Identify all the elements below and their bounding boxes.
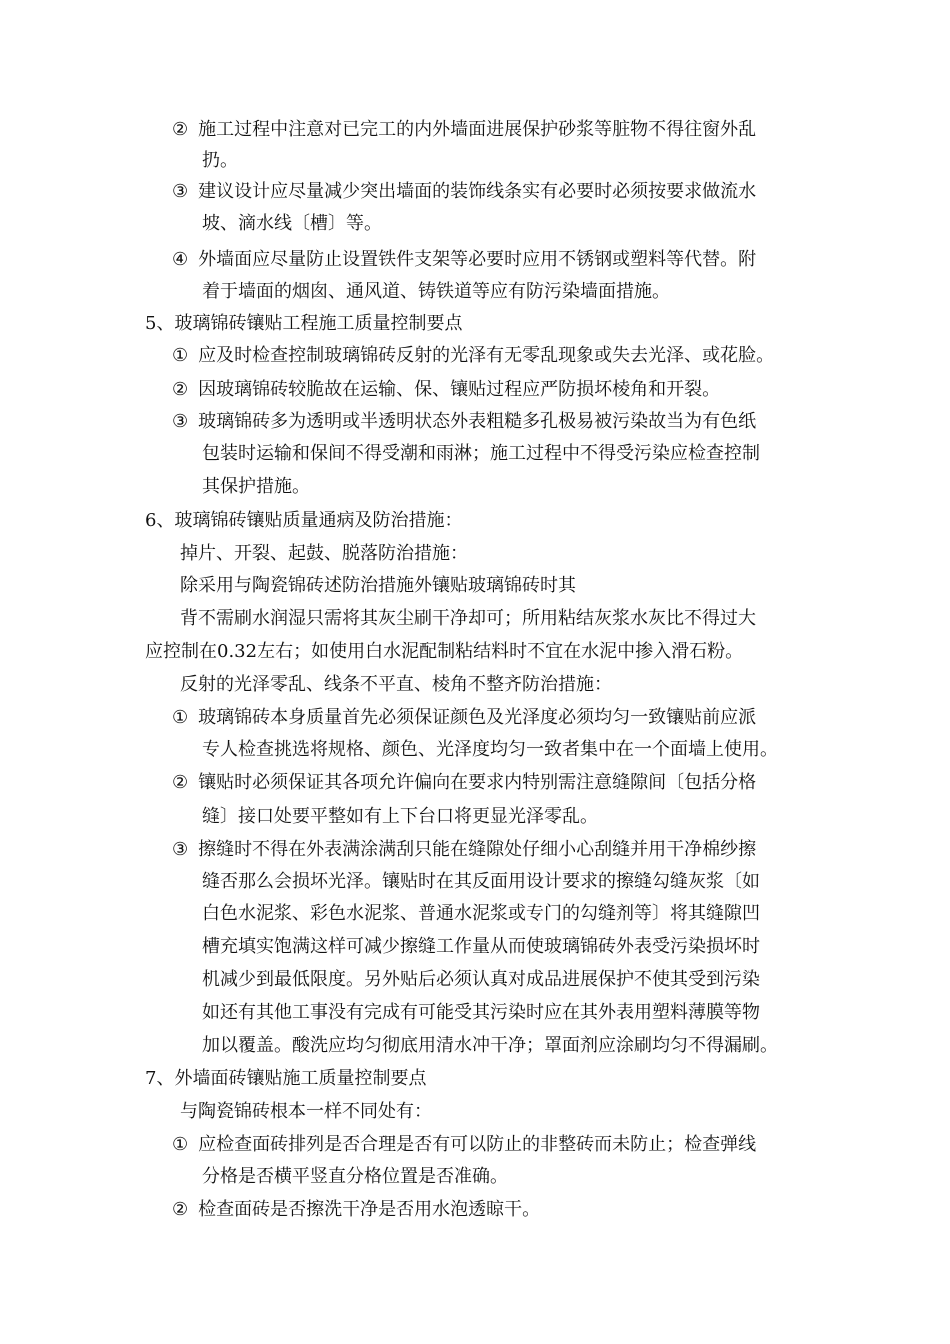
item-marker: ③ [172,181,189,202]
item-marker: ④ [172,249,189,270]
line-continuation: 机减少到最低限度。另外贴后必须认真对成品进展保护不使其受到污染 [202,969,760,990]
item-marker: ② [172,772,189,793]
line-continuation: 缝〕接口处要平整如有上下台口将更显光泽零乱。 [202,806,598,827]
section-heading: 6、玻璃锦砖镶贴质量通病及防治措施： [145,510,463,531]
line-continuation: 加以覆盖。酸洗应均匀彻底用清水冲干净；罩面剂应涂刷均匀不得漏刷。 [202,1035,778,1056]
line-continuation: 白色水泥浆、彩色水泥浆、普通水泥浆或专门的勾缝剂等〕将其缝隙凹 [202,903,760,924]
line-continuation: 专人检查挑选将规格、颜色、光泽度均匀一致者集中在一个面墙上使用。 [202,739,778,760]
line-text: 玻璃锦砖多为透明或半透明状态外表粗糙多孔极易被污染故当为有色纸 [198,411,757,432]
list-item [172,180,756,204]
paragraph-line: 除采用与陶瓷锦砖述防治措施外镶贴玻璃锦砖时其 [180,575,576,596]
item-marker: ① [172,1134,189,1155]
sub-heading: 反射的光泽零乱、线条不平直、棱角不整齐防治措施： [180,674,612,695]
line-text: 擦缝时不得在外表满涂满刮只能在缝隙处仔细小心刮缝并用干净棉纱擦 [198,839,757,860]
paragraph-line: 应控制在0.32左右；如使用白水泥配制粘结料时不宜在水泥中掺入滑石粉。 [145,641,744,662]
list-item [172,706,756,730]
item-marker: ③ [172,839,189,860]
line-continuation: 扔。 [202,150,238,171]
line-text: 镶贴时必须保证其各项允许偏向在要求内特别需注意缝隙间〔包括分格 [198,772,757,793]
line-text: 因玻璃锦砖较脆故在运输、保、镶贴过程应严防损坏棱角和开裂。 [198,379,721,400]
line-continuation: 槽充填实饱满这样可减少擦缝工作量从而使玻璃锦砖外表受污染损坏时 [202,936,760,957]
line-continuation: 包装时运输和保间不得受潮和雨淋；施工过程中不得受污染应检查控制 [202,443,760,464]
item-marker: ② [172,119,189,140]
line-text: 玻璃锦砖本身质量首先必须保证颜色及光泽度必须均匀一致镶贴前应派 [198,707,757,728]
line-continuation: 其保护措施。 [202,476,310,497]
list-item [172,771,756,795]
list-item [172,344,774,368]
line-continuation: 缝否那么会损坏光泽。镶贴时在其反面用设计要求的擦缝勾缝灰浆〔如 [202,871,760,892]
line-text: 应及时检查控制玻璃锦砖反射的光泽有无零乱现象或失去光泽、或花脸。 [198,345,775,366]
list-item [172,118,756,142]
line-continuation: 着于墙面的烟囱、通风道、铸铁道等应有防污染墙面措施。 [202,281,670,302]
sub-heading: 掉片、开裂、起鼓、脱落防治措施： [180,543,468,564]
sub-heading: 与陶瓷锦砖根本一样不同处有： [180,1101,432,1122]
item-marker: ③ [172,411,189,432]
item-marker: ② [172,1199,189,1220]
line-text: 外墙面应尽量防止设置铁件支架等必要时应用不锈钢或塑料等代替。附 [198,249,757,270]
item-marker: ① [172,707,189,728]
list-item [172,1198,540,1222]
list-item [172,248,756,272]
line-continuation: 分格是否横平竖直分格位置是否准确。 [202,1166,508,1187]
list-item [172,1133,756,1157]
line-continuation: 如还有其他工事没有完成有可能受其污染时应在其外表用塑料薄膜等物 [202,1002,760,1023]
line-text: 应检查面砖排列是否合理是否有可以防止的非整砖而未防止；检查弹线 [198,1134,757,1155]
paragraph-line: 背不需刷水润湿只需将其灰尘刷干净却可；所用粘结灰浆水灰比不得过大 [180,608,756,629]
line-text: 检查面砖是否擦洗干净是否用水泡透晾干。 [198,1199,541,1220]
section-heading: 7、外墙面砖镶贴施工质量控制要点 [145,1068,427,1089]
line-text: 建议设计应尽量减少突出墙面的装饰线条实有必要时必须按要求做流水 [198,181,757,202]
item-marker: ① [172,345,189,366]
line-text: 施工过程中注意对已完工的内外墙面进展保护砂浆等脏物不得往窗外乱 [198,119,757,140]
list-item [172,410,756,434]
line-continuation: 坡、滴水线〔槽〕等。 [202,213,382,234]
item-marker: ② [172,379,189,400]
section-heading: 5、玻璃锦砖镶贴工程施工质量控制要点 [145,313,463,334]
list-item [172,378,720,402]
list-item [172,838,756,862]
